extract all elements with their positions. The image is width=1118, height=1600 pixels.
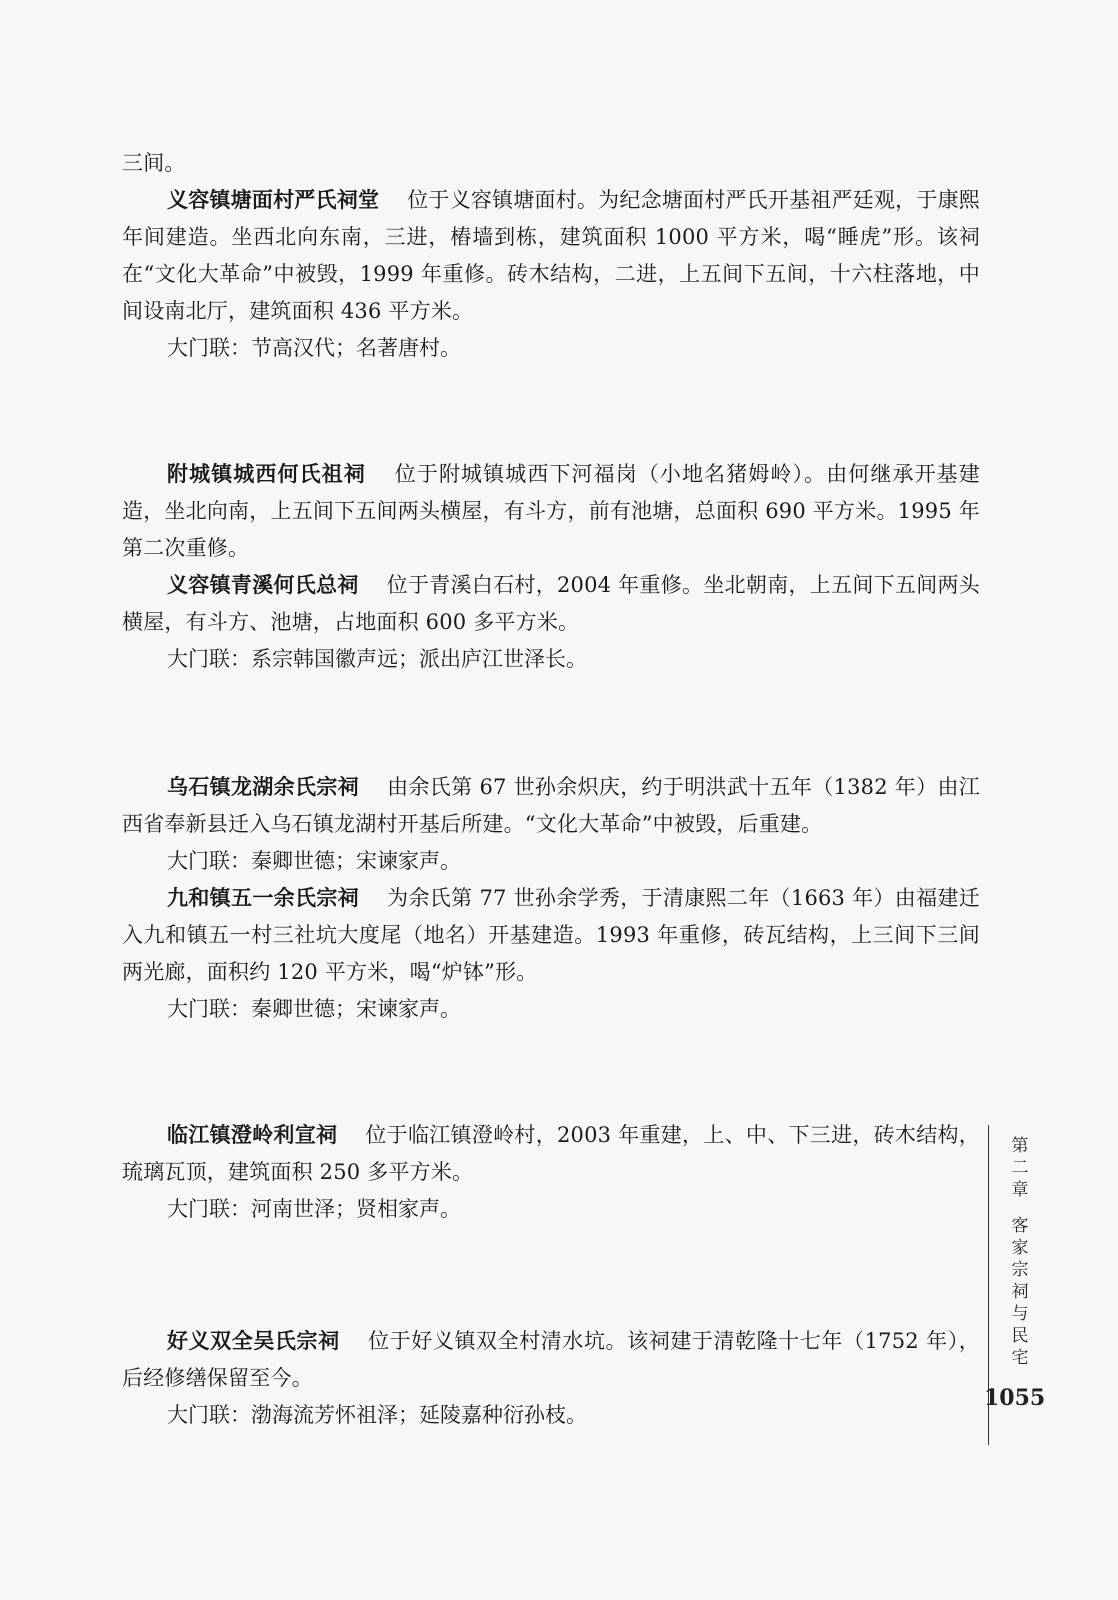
chapter-char: 二 [1011,1158,1029,1178]
entry-title: 临江镇澄岭利宣祠 [167,1123,338,1147]
entry-paragraph [122,456,980,567]
text-block-5 [122,1323,980,1434]
couplet-text: 大门联：节高汉代；名著唐村。 [167,336,461,360]
entry-title: 乌石镇龙湖余氏宗祠 [167,775,359,799]
entry-text: 位于临江镇澄岭村，2003 年重建，上、中、下三进，砖木结构，琉璃瓦顶，建筑面积 250 多平方米。 [122,1123,980,1184]
title-char: 宗 [1011,1260,1029,1280]
door-couplet [122,1191,980,1228]
couplet-text: 大门联：系宗韩国徽声远；派出庐江世泽长。 [167,647,587,671]
couplet-text: 大门联：河南世泽；贤相家声。 [167,1197,461,1221]
title-char: 民 [1011,1326,1029,1346]
entry-paragraph [122,1323,980,1397]
entry-title: 义容镇塘面村严氏祠堂 [167,188,380,212]
entry-paragraph [122,1117,980,1191]
paragraph [122,145,980,182]
entry-text: 位于附城镇城西下河福岗（小地名猪姆岭）。由何继承开基建造，坐北向南，上五间下五间两头横屋，有斗方，前有池塘，总面积 690 平方米。1995 年第二次重修。 [122,462,980,560]
entry-title: 附城镇城西何氏祖祠 [167,462,366,486]
couplet-text: 大门联：渤海流芳怀祖泽；延陵嘉种衍孙枝。 [167,1403,587,1427]
door-couplet [122,843,980,880]
text-block-2 [122,456,980,678]
chapter-char: 第 [1011,1136,1029,1156]
couplet-text: 大门联：秦卿世德；宋谏家声。 [167,997,461,1021]
entry-paragraph [122,182,980,330]
entry-title: 好义双全吴氏宗祠 [167,1329,340,1353]
title-char: 客 [1011,1216,1029,1236]
couplet-text: 大门联：秦卿世德；宋谏家声。 [167,849,461,873]
entry-paragraph [122,880,980,991]
title-char: 与 [1011,1304,1029,1324]
entry-text: 位于好义镇双全村清水坑。该祠建于清乾隆十七年（1752 年），后经修缮保留至今。 [122,1329,980,1390]
door-couplet [122,1397,980,1434]
entry-text: 位于义容镇塘面村。为纪念塘面村严氏开基祖严廷观，于康熙年间建造。坐西北向东南，三进，樁墙到栋，建筑面积 1000 平方米，喝“睡虎”形。该祠在“文化大革命”中被毁，1999 年重修。砖木结构，二进，上五间下五间，十六柱落地，中间设南北厅，建筑面积 436 平方米。 [122,188,981,323]
entry-text: 为余氏第 77 世孙余学秀，于清康熙二年（1663 年）由福建迁入九和镇五一村三社坑大度尾（地名）开基建造。1993 年重修，砖瓦结构，上三间下三间两光廊，面积约 120 平方米，喝“炉钵”形。 [122,886,980,984]
entry-text: 由余氏第 67 世孙余炽庆，约于明洪武十五年（1382 年）由江西省奉新县迁入乌石镇龙湖村开基后所建。“文化大革命”中被毁，后重建。 [122,775,980,836]
chapter-char: 章 [1011,1180,1029,1200]
text-block-4 [122,1117,980,1228]
entry-title: 九和镇五一余氏宗祠 [167,886,359,910]
entry-text: 位于青溪白石村，2004 年重修。坐北朝南，上五间下五间两头横屋，有斗方、池塘，占地面积 600 多平方米。 [122,573,980,634]
text-block-3 [122,769,980,1028]
text-block-1 [122,145,980,367]
running-header-vertical [1000,1135,1040,1369]
door-couplet [122,330,980,367]
entry-paragraph [122,567,980,641]
entry-paragraph [122,769,980,843]
title-char: 祠 [1011,1282,1029,1302]
door-couplet [122,641,980,678]
title-char: 宅 [1011,1348,1029,1368]
entry-title: 义容镇青溪何氏总祠 [167,573,359,597]
door-couplet [122,991,980,1028]
paragraph-text: 三间。 [122,151,186,175]
title-char: 家 [1011,1238,1029,1258]
page-number: 1055 [984,1385,1046,1411]
